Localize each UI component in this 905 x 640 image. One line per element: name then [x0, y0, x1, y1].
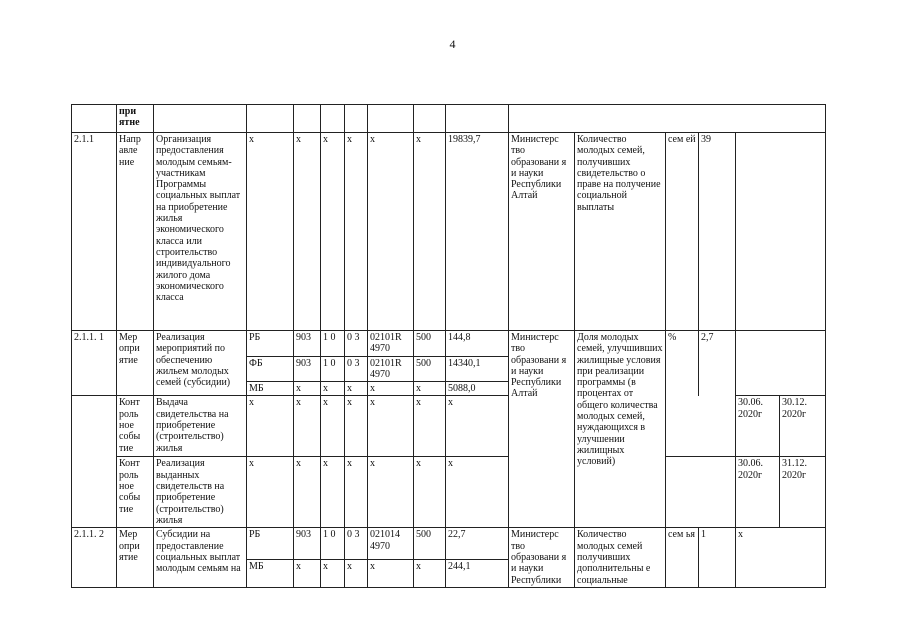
table-row: МБ х х х х х 244,1 [72, 559, 826, 587]
row-name: Субсидии на предоставление социальных выплат молодым семьям на [154, 528, 247, 587]
date-end: 31.12. 2020г [780, 457, 826, 528]
unit: сем ья [666, 528, 699, 587]
value: 1 [699, 528, 736, 587]
row-name: Выдача свидетельства на приобретение (строительство) жилья [154, 396, 247, 457]
program-table [71, 104, 826, 588]
unit: сем ей [666, 133, 699, 331]
date-start: 30.06. 2020г [736, 396, 780, 457]
indicator: Доля молодых семей, улучшивших жилищные условия при реализации программы (в процентах от общего количества молодых семей, нуждающихся в улучшении жилищных условий) [575, 331, 666, 528]
table-row [72, 105, 826, 133]
table-row: ФБ 903 1 0 0 3 02101R 4970 500 14340,1 [72, 356, 826, 382]
value: 2,7 [699, 331, 736, 396]
executor: Министерс тво образовани я и науки Республики Алтай [509, 331, 575, 528]
row-number: 2.1.1 [72, 133, 117, 331]
row-name: Реализация мероприятий по обеспечению жильем молодых семей (субсидии) [154, 331, 247, 396]
row-name: Реализация выданных свидетельств на приобретение (строительство) жилья [154, 457, 247, 528]
indicator: Количество молодых семей получивших дополнительны е социальные [575, 528, 666, 587]
row-name: Организация предоставления молодым семьям-участникам Программы социальных выплат на приобретение жилья экономического класса или строительство индивидуального жилого дома экономического класса [154, 133, 247, 331]
date-end: 30.12. 2020г [780, 396, 826, 457]
unit: % [666, 331, 699, 396]
sum-cell: 19839,7 [446, 133, 509, 331]
page-number: 4 [449, 37, 456, 51]
row-type: Напр авле ние [117, 133, 154, 331]
table-row: Конт роль ное собы тие Выдача свидетельства на приобретение (строительство) жилья х х х х х х х 30.06. 2020г 30.12. 2020г [72, 396, 826, 457]
row-type: Конт роль ное собы тие [117, 457, 154, 528]
table-row: МБ х х х х х 5088,0 [72, 382, 826, 396]
executor: Министерс тво образовани я и науки Республики [509, 528, 575, 587]
row-type: Мер опри ятие [117, 331, 154, 396]
table-row: 2.1.1 Напр авле ние Организация предоставления молодым семьям-участникам Программы социальных выплат на приобретение жилья экономического класса или строительство индивидуального жилого дома экономического класса х х х х х х 19839,7 Министерс тво образовани я и науки Республики Алтай Количество молодых семей, получивших свидетельство о праве на получение социальной выплаты сем ей 39 [72, 133, 826, 331]
indicator: Количество молодых семей, получивших свидетельство о праве на получение социальной выплаты [575, 133, 666, 331]
executor: Министерс тво образовани я и науки Республики Алтай [509, 133, 575, 331]
table-row: Конт роль ное собы тие Реализация выданных свидетельств на приобретение (строительство) жилья х х х х х х х 30.06. 2020г 31.12. 2020г [72, 457, 826, 528]
date-start: 30.06. 2020г [736, 457, 780, 528]
row-type: Конт роль ное собы тие [117, 396, 154, 457]
table-row: 2.1.1. 1 Мер опри ятие Реализация мероприятий по обеспечению жильем молодых семей (субсидии) РБ 903 1 0 0 3 02101R 4970 500 144,8 Министерс тво образовани я и науки Республики Алтай Доля молодых семей, улучшивших жилищные условия при реализации программы (в процентах от общего количества молодых семей, нуждающихся в улучшении жилищных условий) % 2,7 [72, 331, 826, 357]
header-cell: при ятне [117, 105, 154, 133]
table-row: 2.1.1. 2 Мер опри ятие Субсидии на предоставление социальных выплат молодым семьям на РБ 903 1 0 0 3 021014 4970 500 22,7 Министерс тво образовани я и науки Республики Количество молодых семей получивших дополнительны е социальные сем ья 1 х [72, 528, 826, 559]
value: 39 [699, 133, 736, 331]
row-type: Мер опри ятие [117, 528, 154, 587]
row-number: 2.1.1. 2 [72, 528, 117, 587]
row-number: 2.1.1. 1 [72, 331, 117, 396]
